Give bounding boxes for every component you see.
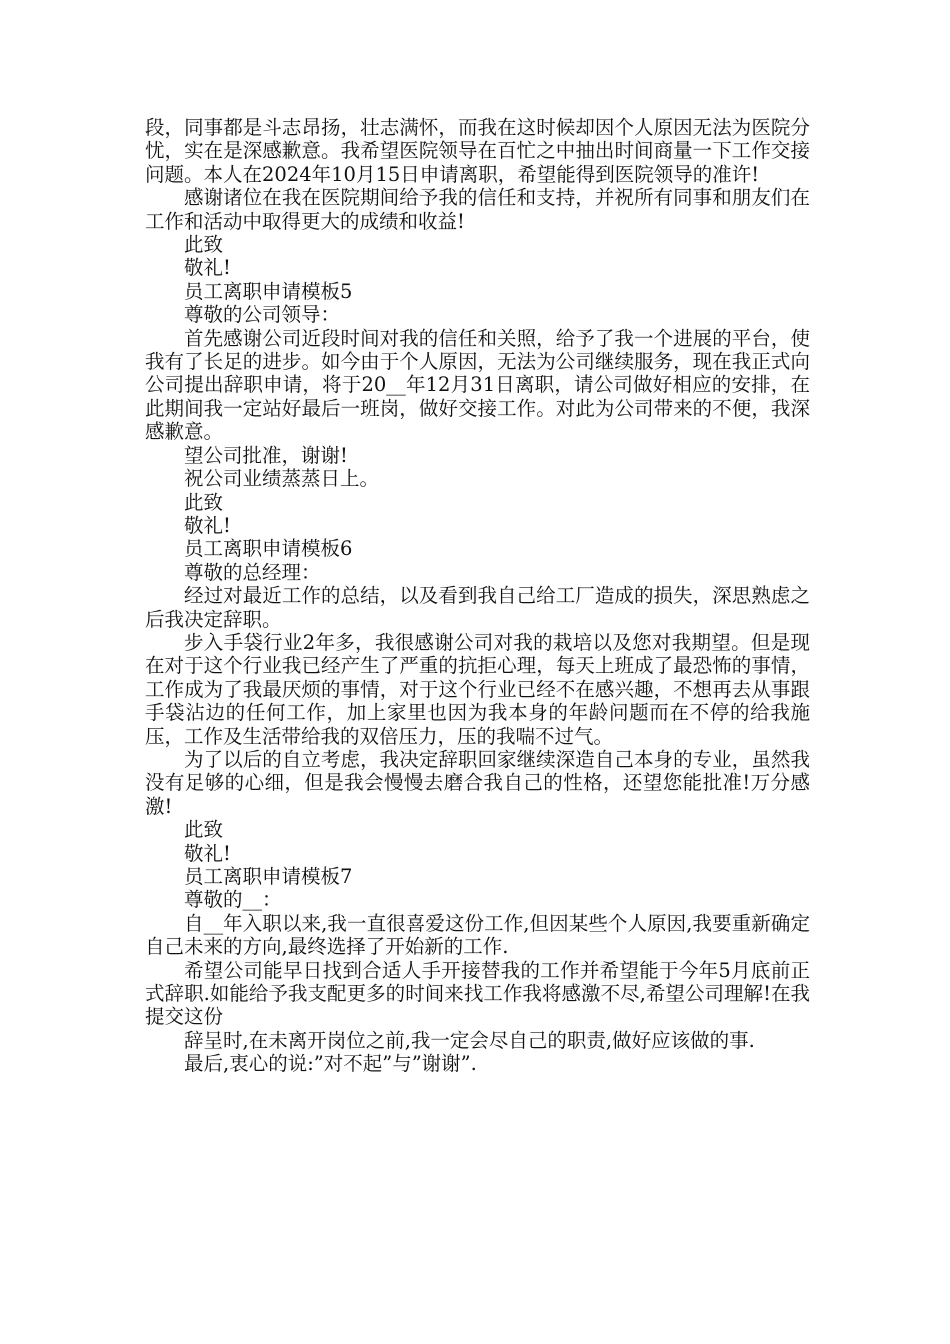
document-page [145,116,810,1076]
salutation: 尊敬的总经理： [184,560,321,584]
closing-line: 此致 [184,490,224,514]
closing-line: 敬礼! [184,841,231,865]
closing-line: 敬礼! [184,256,231,280]
body-paragraph: 感谢诸位在我在医院期间给予我的信任和支持，并祝所有同事和朋友们在工作和活动中取得更大的成绩和收益! [145,186,810,233]
closing-line: 此致 [184,233,224,257]
salutation: 尊敬的公司领导： [184,303,341,327]
template-heading: 员工离职申请模板7 [184,865,353,888]
body-paragraph: 自__年入职以来,我一直很喜爱这份工作,但因某些个人原因,我要重新确定自己未来的方向,最终选择了开始新的工作. [145,911,810,959]
body-paragraph: 最后,衷心的说:”对不起”与”谢谢”. [184,1052,477,1076]
template-heading: 员工离职申请模板5 [184,279,353,303]
body-paragraph: 段，同事都是斗志昂扬，壮志满怀，而我在这时候却因个人原因无法为医院分忧，实在是深感歉意。我希望医院领导在百忙之中抽出时间商量一下工作交接问题。本人在2024年10月15日申请离职，希望能得到医院领导的准许! [145,116,810,186]
body-paragraph: 辞呈时,在未离开岗位之前,我一定会尽自己的职责,做好应该做的事. [184,1028,755,1052]
template-heading: 员工离职申请模板6 [184,537,353,561]
body-paragraph: 望公司批准，谢谢! [184,443,348,467]
closing-line: 敬礼! [184,513,231,537]
body-paragraph: 为了以后的自立考虑，我决定辞职回家继续深造自己本身的专业，虽然我没有足够的心细，但是我会慢慢去磨合我自己的性格，还望您能批准!万分感激! [145,747,810,818]
body-paragraph: 希望公司能早日找到合适人手开接替我的工作并希望能于今年5月底前正式辞职.如能给予我支配更多的时间来找工作我将感激不尽,希望公司理解!在我提交这份 [145,958,810,1029]
body-paragraph: 祝公司业绩蒸蒸日上。 [184,467,380,491]
body-paragraph: 经过对最近工作的总结，以及看到我自己给工厂造成的损失，深思熟虑之后我决定辞职。 [145,584,810,631]
body-paragraph: 首先感谢公司近段时间对我的信任和关照，给予了我一个进展的平台，使我有了长足的进步。如今由于个人原因，无法为公司继续服务，现在我正式向公司提出辞职申请，将于20__年12月31日离职，请公司做好相应的安排，在此期间我一定站好最后一班岗，做好交接工作。对此为公司带来的不便，我深感歉意。 [145,326,810,444]
body-paragraph: 步入手袋行业2年多，我很感谢公司对我的栽培以及您对我期望。但是现在对于这个行业我已经产生了严重的抗拒心理，每天上班成了最恐怖的事情，工作成为了我最厌烦的事情，对于这个行业已经不在感兴趣，不想再去从事跟手袋沾边的任何工作，加上家里也因为我本身的年龄问题而在不停的给我施压，工作及生活带给我的双倍压力，压的我喘不过气。 [145,630,810,748]
closing-line: 此致 [184,818,224,842]
salutation: 尊敬的__： [184,888,282,912]
